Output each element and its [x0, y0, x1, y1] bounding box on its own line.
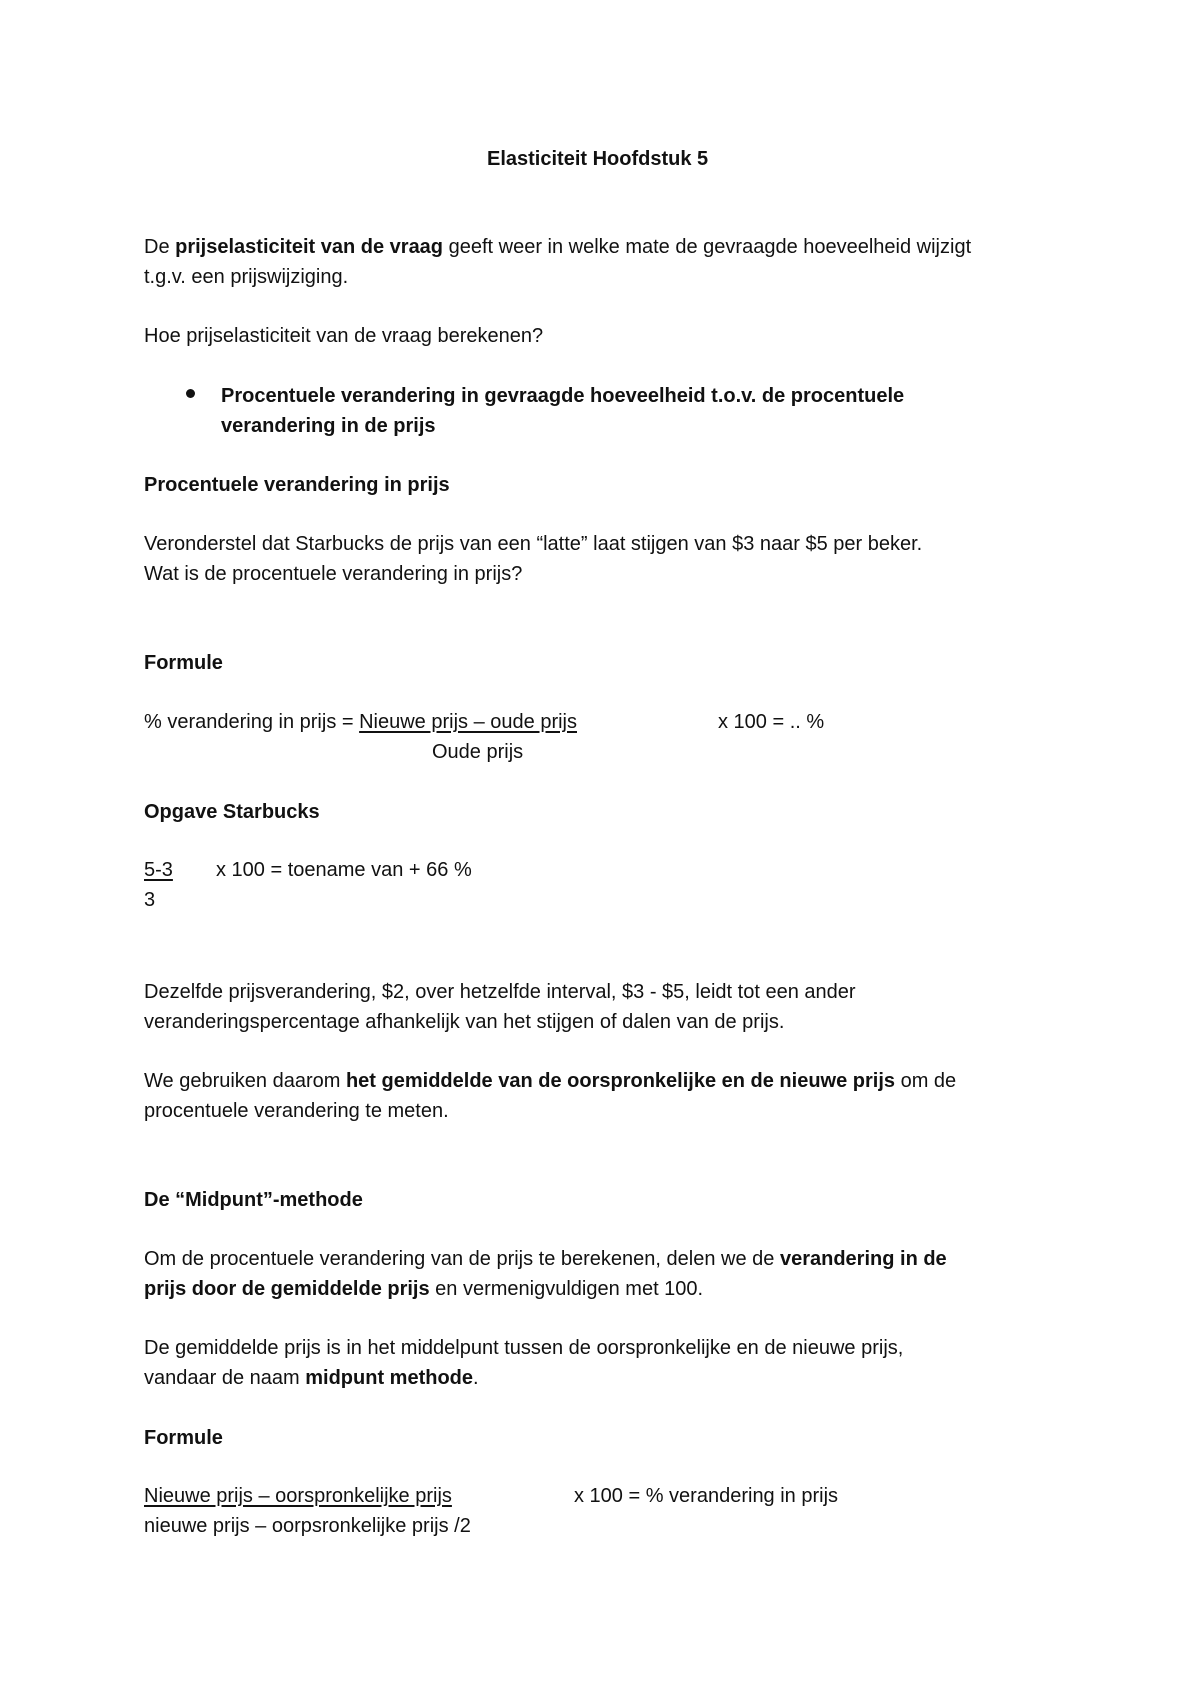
formula2-result: x 100 = % verandering in prijs	[574, 1485, 839, 1507]
midpoint-expl-lead: vandaar de naam	[144, 1367, 306, 1389]
bullet-icon	[186, 389, 195, 398]
midpoint-calc-lead: Om de procentuele verandering van de prijs te berekenen, delen we de	[144, 1248, 780, 1270]
midpoint-expl-rest: .	[473, 1367, 479, 1389]
midpoint-calc-bold1: verandering in de	[779, 1248, 947, 1270]
section-heading-price-change: Procentuele verandering in prijs	[144, 474, 450, 496]
intro-bold-term: prijselasticiteit van de vraag	[175, 236, 444, 258]
intro-paragraph	[144, 232, 971, 292]
bullet-item	[221, 381, 904, 441]
midpoint-calc-rest: en vermenigvuldigen met 100.	[429, 1278, 704, 1300]
bullet-line2: verandering in de prijs	[221, 415, 436, 437]
bullet-line1: Procentuele verandering in gevraagde hoeveelheid t.o.v. de procentuele	[221, 385, 905, 407]
formula1-numerator-line	[144, 710, 577, 734]
starbucks-line1: Veronderstel dat Starbucks de prijs van een “latte” laat stijgen van $3 naar $5 per beker.	[144, 533, 923, 555]
same-change-paragraph	[144, 977, 856, 1037]
intro-rest: geeft weer in welke mate de gevraagde hoeveelheid wijzigt	[443, 236, 972, 258]
average-lead: We gebruiken daarom	[144, 1070, 346, 1092]
midpoint-expl-paragraph	[144, 1333, 903, 1393]
same-change-line1: Dezelfde prijsverandering, $2, over hetzelfde interval, $3 - $5, leidt tot een ander	[144, 981, 856, 1003]
question-text: Hoe prijselasticiteit van de vraag berekenen?	[144, 325, 544, 347]
midpoint-calc-paragraph	[144, 1244, 947, 1304]
midpoint-calc-bold2: prijs door de gemiddelde prijs	[144, 1278, 430, 1300]
intro-line2: t.g.v. een prijswijziging.	[144, 266, 349, 288]
exercise-heading: Opgave Starbucks	[144, 801, 320, 823]
average-paragraph	[144, 1066, 956, 1126]
formula1-heading: Formule	[144, 652, 223, 674]
formula2-denominator: nieuwe prijs – oorpsronkelijke prijs /2	[144, 1515, 471, 1537]
formula2-heading: Formule	[144, 1427, 223, 1449]
formula1-lhs: % verandering in prijs =	[144, 711, 360, 733]
starbucks-line2: Wat is de procentuele verandering in prijs?	[144, 563, 523, 585]
midpoint-expl-bold: midpunt methode	[305, 1367, 473, 1389]
starbucks-paragraph	[144, 529, 922, 589]
exercise-numerator: 5-3	[144, 859, 173, 881]
formula1-multiplier: x 100 = .. %	[718, 711, 825, 733]
midpoint-heading: De “Midpunt”-methode	[144, 1189, 363, 1211]
page-title: Elasticiteit Hoofdstuk 5	[487, 148, 709, 170]
formula2-numerator: Nieuwe prijs – oorspronkelijke prijs	[144, 1485, 452, 1507]
intro-lead: De	[144, 236, 176, 258]
exercise-denominator: 3	[144, 889, 156, 911]
same-change-line2: veranderingspercentage afhankelijk van het stijgen of dalen van de prijs.	[144, 1011, 785, 1033]
formula1-denominator: Oude prijs	[432, 741, 524, 763]
average-rest: om de	[895, 1070, 957, 1092]
exercise-result: x 100 = toename van + 66 %	[216, 859, 472, 881]
formula1-numerator: Nieuwe prijs – oude prijs	[359, 711, 577, 733]
midpoint-expl-line1: De gemiddelde prijs is in het middelpunt tussen de oorspronkelijke en de nieuwe prijs,	[144, 1337, 904, 1359]
average-bold: het gemiddelde van de oorspronkelijke en de nieuwe prijs	[345, 1070, 896, 1092]
average-line2: procentuele verandering te meten.	[144, 1100, 449, 1122]
